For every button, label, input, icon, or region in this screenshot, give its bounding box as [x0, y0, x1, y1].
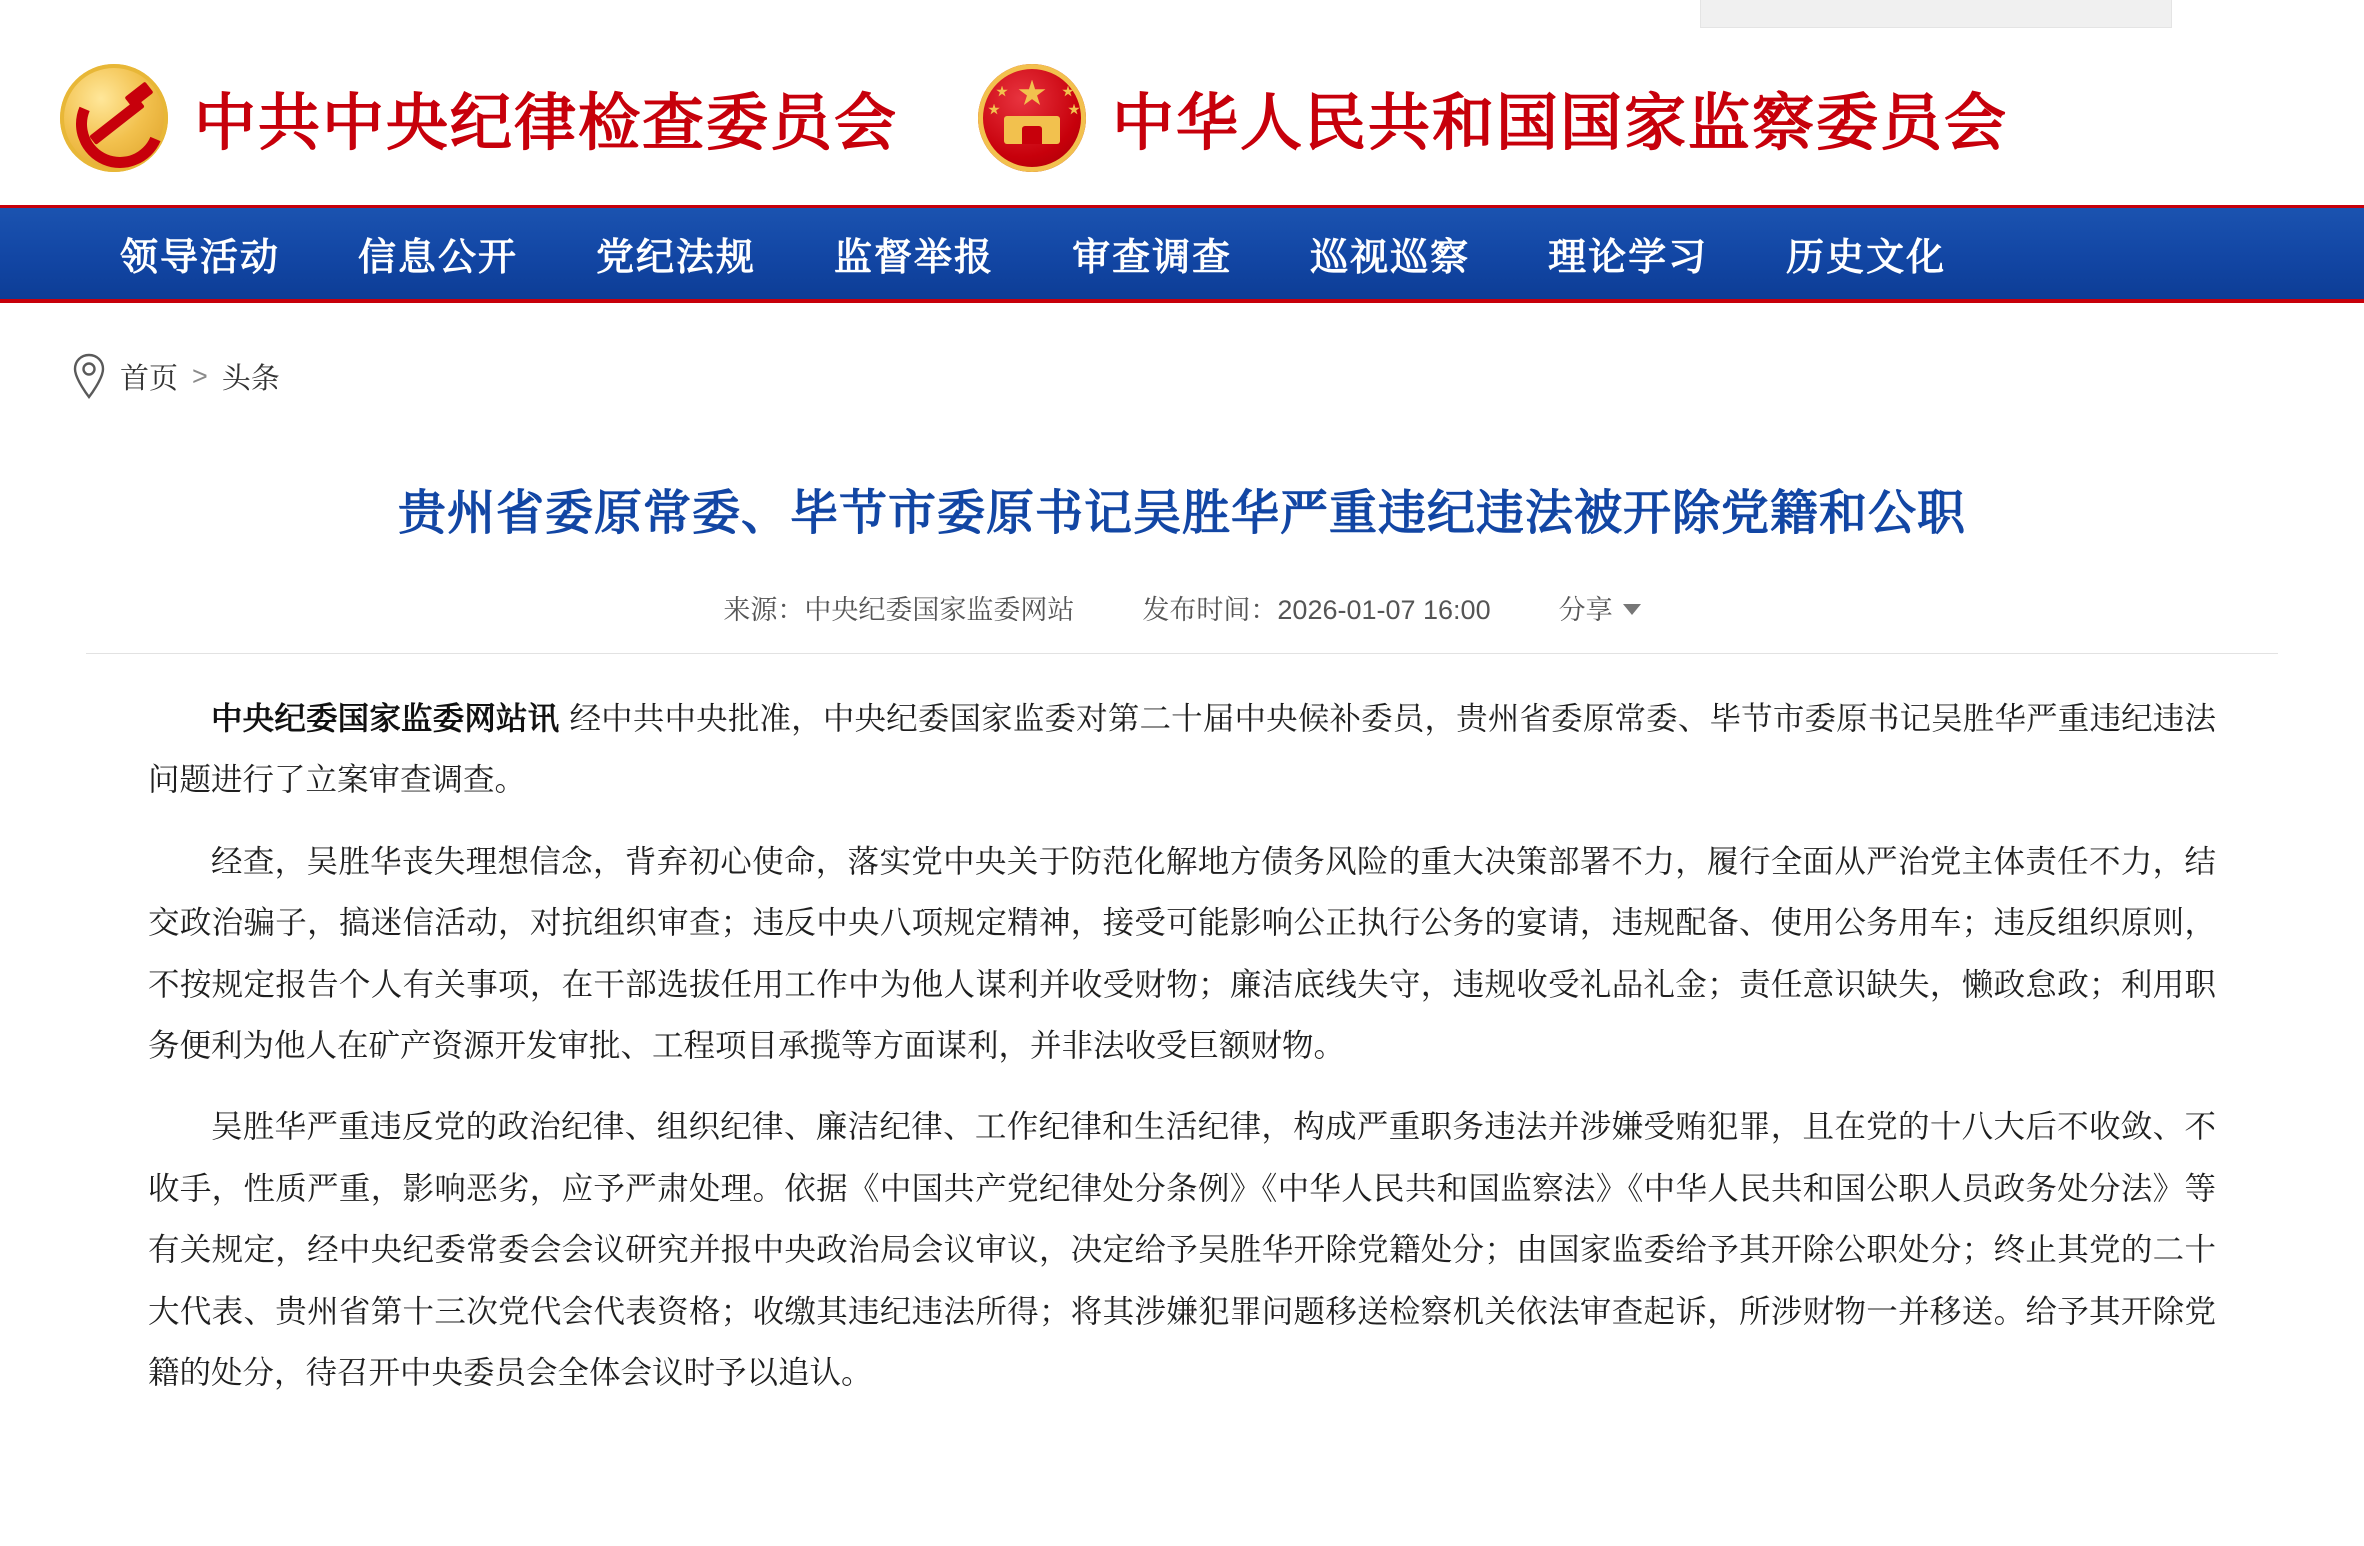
- article-source-value: 中央纪委国家监委网站: [804, 594, 1075, 625]
- hammer-and-sickle-emblem-icon: [60, 64, 168, 172]
- article-container: [86, 399, 2278, 1485]
- nav-item-history-culture[interactable]: 历史文化: [1786, 234, 1947, 279]
- article-paragraph-1-text: 经中共中央批准，中央纪委国家监委对第二十届中央候补委员，贵州省委原常委、毕节市委原书记吴胜华严重违纪违法问题进行了立案审查调查。: [148, 700, 2216, 799]
- article-body: [86, 654, 2278, 1485]
- breadcrumb-separator: >: [192, 360, 208, 391]
- article-lead-source: 中央纪委国家监委网站讯: [211, 699, 560, 737]
- nav-item-information-disclosure[interactable]: 信息公开: [358, 234, 519, 279]
- location-pin-icon: [72, 353, 106, 399]
- national-emblem-icon: [978, 64, 1086, 172]
- breadcrumb-home-link[interactable]: 首页: [120, 362, 179, 395]
- main-navigation: [0, 205, 2364, 303]
- breadcrumb-current-section[interactable]: 头条: [221, 362, 280, 395]
- page-title: 贵州省委原常委、毕节市委原书记吴胜华严重违纪违法被开除党籍和公职: [397, 485, 1966, 542]
- chevron-down-icon: [1623, 604, 1641, 615]
- site-header: [0, 30, 2364, 205]
- breadcrumb: [0, 303, 2364, 399]
- nav-item-supervision-reporting[interactable]: 监督举报: [834, 234, 995, 279]
- article-paragraph-2: 经查，吴胜华丧失理想信念，背弃初心使命，落实党中央关于防范化解地方债务风险的重大决策部署不力，履行全面从严治党主体责任不力，结交政治骗子，搞迷信活动，对抗组织审查；违反中央八项规定精神，接受可能影响公正执行公务的宴请，违规配备、使用公务用车；违反组织原则，不按规定报告个人有关事项，在干部选拔任用工作中为他人谋利并收受财物；廉洁底线失守，违规收受礼品礼金；责任意识缺失，懒政怠政；利用职务便利为他人在矿产资源开发审批、工程项目承揽等方面谋利，并非法收受巨额财物。: [148, 843, 2216, 1065]
- nav-item-leadership-activities[interactable]: 领导活动: [120, 234, 281, 279]
- top-strip: [0, 0, 2364, 30]
- article-paragraph-1: [148, 688, 2216, 812]
- article-time-value: 2026-01-07 16:00: [1277, 594, 1491, 625]
- article-time-label: 发布时间：: [1142, 594, 1278, 625]
- nav-item-inspection-patrol[interactable]: 巡视巡察: [1310, 234, 1471, 279]
- brand-cpc-title: 中共中央纪律检查委员会: [194, 86, 899, 159]
- share-label: 分享: [1558, 594, 1613, 625]
- nav-item-party-discipline-regulations[interactable]: 党纪法规: [596, 234, 757, 279]
- brand-national-supervisory-commission[interactable]: [978, 64, 2008, 172]
- brand-cpc-discipline-commission[interactable]: [60, 64, 898, 172]
- article-meta: [86, 588, 2278, 654]
- nav-item-review-investigation[interactable]: 审查调查: [1072, 234, 1233, 279]
- article-source: [723, 588, 1074, 627]
- share-button[interactable]: [1559, 588, 1641, 627]
- top-right-placeholder-box: [1700, 0, 2172, 28]
- nav-item-theory-study[interactable]: 理论学习: [1548, 234, 1709, 279]
- article-publish-time: [1142, 588, 1490, 627]
- article-source-label: 来源：: [723, 594, 805, 625]
- article-paragraph-3: 吴胜华严重违反党的政治纪律、组织纪律、廉洁纪律、工作纪律和生活纪律，构成严重职务违法并涉嫌受贿犯罪，且在党的十八大后不收敛、不收手，性质严重，影响恶劣，应予严肃处理。依据《中国共产党纪律处分条例》《中华人民共和国监察法》《中华人民共和国公职人员政务处分法》等有关规定，经中央纪委常委会会议研究并报中央政治局会议审议，决定给予吴胜华开除党籍处分；由国家监委给予其开除公职处分；终止其党的二十大代表、贵州省第十三次党代会代表资格；收缴其违纪违法所得；将其涉嫌犯罪问题移送检察机关依法审查起诉，所涉财物一并移送。给予其开除党籍的处分，待召开中央委员会全体会议时予以追认。: [148, 1109, 2216, 1392]
- brand-nsc-title: 中华人民共和国国家监察委员会: [1112, 86, 2009, 159]
